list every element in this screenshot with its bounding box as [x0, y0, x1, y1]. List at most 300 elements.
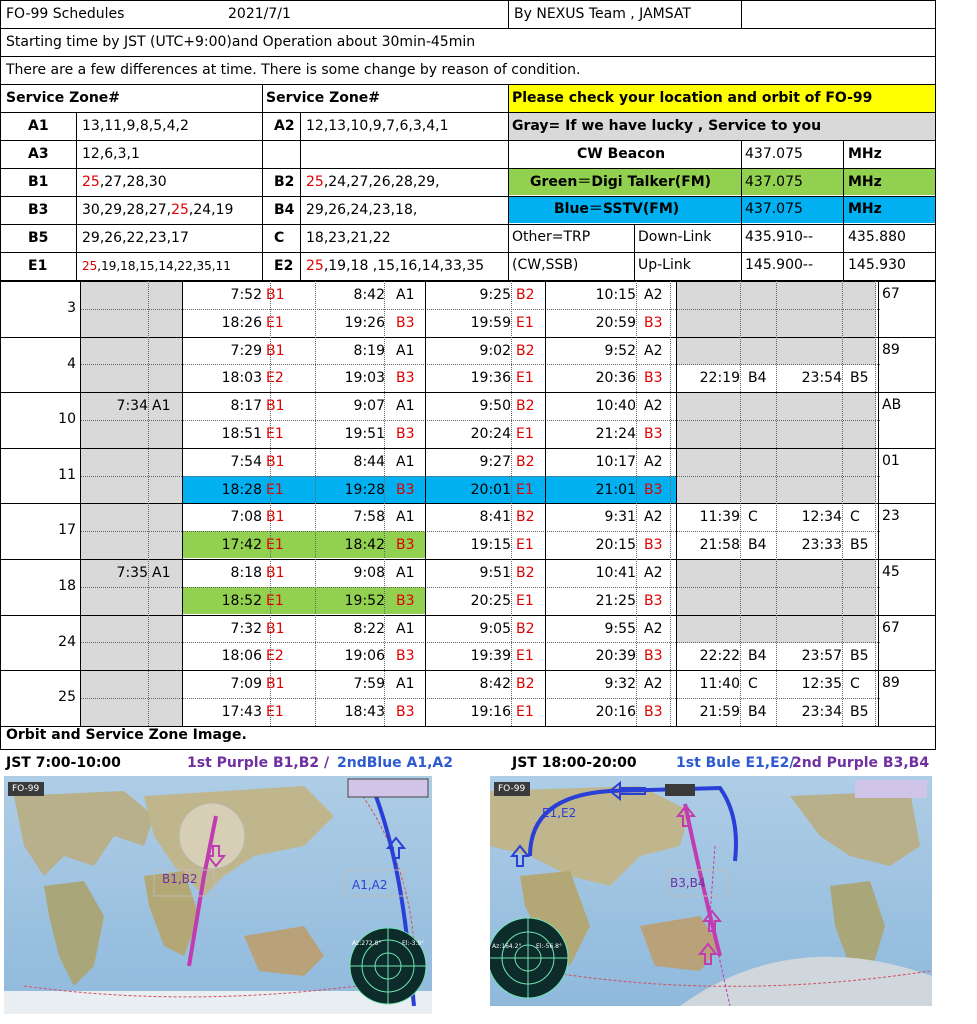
pass-zone: B3 [396, 370, 415, 387]
pass-zone: B3 [396, 426, 415, 442]
pass-zone: A2 [644, 509, 663, 526]
pass-time: 21:25 [595, 592, 636, 609]
day-number: 18 [58, 578, 76, 594]
grid-line [0, 112, 936, 113]
green-label: Green＝Digi Talker(FM) [530, 174, 712, 190]
green-freq: 437.075 [745, 174, 803, 190]
grid-line [80, 698, 880, 699]
row-code: 67 [882, 619, 900, 636]
pass-time: 20:24 [470, 426, 511, 442]
pass-time: 9:55 [604, 620, 636, 637]
pass-time: 19:26 [344, 314, 385, 331]
left-map-label: FO-99 [12, 784, 40, 794]
pass-time: 20:39 [595, 648, 636, 665]
pass-zone: B5 [850, 648, 869, 665]
pass-zone: E1 [266, 314, 284, 331]
pass-zone: E2 [266, 648, 284, 665]
grid-line [842, 281, 843, 726]
zone-values [306, 259, 484, 273]
pass-time: 9:52 [604, 342, 636, 359]
grid-line [0, 670, 936, 671]
grid-line [80, 476, 880, 477]
zone-value-text: ,19,18 ,15,16,14,33,35 [323, 258, 485, 274]
pass-time: 8:42 [353, 287, 385, 303]
pass-time: 7:34 [116, 398, 148, 415]
grid-line [741, 0, 742, 28]
orbit-title: Orbit and Service Zone Image. [6, 727, 247, 743]
zone-code: B5 [28, 230, 49, 246]
gray-note: Gray= If we have lucky , Service to you [512, 118, 822, 134]
pass-time: 9:02 [479, 342, 511, 359]
grid-line [0, 252, 936, 253]
grid-line [0, 749, 936, 750]
grid-line [80, 281, 81, 726]
other-label: Other=TRP [512, 229, 591, 245]
pass-zone: B3 [396, 704, 415, 720]
pass-time: 7:08 [230, 509, 262, 526]
pass-zone: E1 [516, 648, 534, 665]
pass-zone: E1 [266, 537, 284, 554]
left-time: JST 7:00-10:00 [6, 755, 121, 771]
pass-zone: E1 [516, 481, 534, 498]
grid-line [0, 503, 936, 504]
grid-line [740, 281, 741, 726]
zone-value-text: ,19,18,15,14,22,35,11 [97, 259, 231, 273]
pass-time: 11:40 [699, 676, 740, 693]
pass-time: 19:36 [470, 370, 511, 387]
pass-time: 12:35 [801, 676, 842, 693]
pass-time: 8:19 [353, 342, 385, 359]
grid-line [80, 420, 880, 421]
zone-value-text: 13,11,9,8,5,4,2 [82, 118, 189, 134]
pass-time: 20:16 [595, 704, 636, 720]
grid-line [0, 448, 936, 449]
pass-time: 19:52 [344, 592, 385, 609]
grid-line [0, 281, 936, 282]
pass-time: 18:28 [221, 481, 262, 498]
row-code: 89 [882, 341, 900, 358]
pass-time: 9:50 [479, 398, 511, 415]
grid-line [843, 140, 844, 281]
pass-time: 19:15 [470, 537, 511, 554]
pass-time: 20:15 [595, 537, 636, 554]
pass-zone: B3 [644, 592, 663, 609]
pass-time: 17:42 [221, 537, 262, 554]
grid-line [0, 28, 936, 29]
pass-time: 21:01 [595, 481, 636, 498]
right-el: El:-56.8° [536, 943, 563, 950]
day-number: 11 [58, 466, 76, 483]
left-az: Az:272.8° [352, 940, 382, 947]
pass-zone: B2 [516, 676, 535, 693]
grid-line [80, 309, 880, 310]
zone-code: A1 [28, 118, 49, 134]
pass-zone: A1 [396, 565, 415, 581]
pass-zone: B2 [516, 287, 535, 303]
grid-line [80, 587, 880, 588]
grid-line [508, 84, 509, 281]
zone-values [82, 260, 231, 272]
pass-zone: B3 [644, 481, 663, 498]
pass-time: 8:17 [230, 398, 262, 415]
doc-title: FO-99 Schedules [6, 6, 125, 22]
zone-values [306, 231, 391, 245]
pass-time: 23:54 [801, 370, 842, 387]
zone-values [82, 175, 167, 189]
pass-zone: E1 [266, 426, 284, 442]
grid-line [76, 112, 77, 281]
pass-time: 9:31 [604, 509, 636, 526]
pass-zone: A2 [644, 676, 663, 693]
pass-time: 22:22 [699, 648, 740, 665]
row-code: 23 [882, 508, 900, 525]
zone-values [82, 147, 140, 161]
row-code: AB [882, 397, 902, 414]
pass-time: 20:59 [595, 314, 636, 331]
grid-line [384, 281, 385, 726]
zone-value-red: 25 [171, 202, 189, 218]
pass-time: 8:44 [353, 453, 385, 470]
row-code: 89 [882, 675, 900, 692]
pass-time: 11:39 [699, 509, 740, 526]
pass-zone: B2 [516, 509, 535, 526]
zone-value-text: ,24,19 [188, 202, 234, 218]
pass-time: 7:29 [230, 342, 262, 359]
pass-zone: B4 [748, 537, 767, 554]
right-map-label: FO-99 [498, 784, 526, 794]
pass-time: 19:03 [344, 370, 385, 387]
right-orbit-map [490, 776, 932, 1006]
pass-time: 10:15 [595, 287, 636, 303]
grid-line [80, 364, 880, 365]
zone-code: E1 [28, 258, 48, 274]
pass-zone: E1 [516, 704, 534, 720]
pass-time: 8:41 [479, 509, 511, 526]
pass-zone: B3 [396, 481, 415, 498]
pass-zone: A1 [152, 398, 171, 415]
pass-time: 21:59 [699, 704, 740, 720]
pass-zone: A1 [396, 453, 415, 470]
up-link-freq1: 145.900-- [745, 257, 813, 273]
grid-line [182, 281, 183, 726]
pass-zone: B3 [644, 314, 663, 331]
pass-zone: E1 [516, 537, 534, 554]
pass-zone: C [850, 509, 860, 526]
doc-team: By NEXUS Team , JAMSAT [514, 6, 691, 22]
day-number: 4 [67, 355, 76, 372]
pass-time: 23:57 [801, 648, 842, 665]
right-time: JST 18:00-20:00 [512, 755, 637, 771]
grid-line [0, 84, 936, 85]
pass-zone: B3 [396, 314, 415, 331]
pass-zone: B1 [266, 620, 285, 637]
pass-time: 18:42 [344, 537, 385, 554]
zone-values [306, 203, 417, 217]
pass-zone: A2 [644, 398, 663, 415]
pass-zone: A2 [644, 342, 663, 359]
pass-zone: E1 [516, 592, 534, 609]
pass-time: 12:34 [801, 509, 842, 526]
zone-value-text: 12,13,10,9,7,6,3,4,1 [306, 118, 449, 134]
pass-zone: E1 [516, 314, 534, 331]
grid-line [80, 642, 880, 643]
pass-zone: B1 [266, 509, 285, 526]
zone-value-text: 29,26,24,23,18, [306, 202, 418, 218]
pass-zone: B2 [516, 565, 535, 581]
up-link-label: Up-Link [638, 257, 691, 273]
row-code: 01 [882, 452, 900, 469]
grid-line [0, 392, 936, 393]
down-link-freq1: 435.910-- [745, 229, 813, 245]
pass-time: 19:51 [344, 426, 385, 442]
pass-zone: B3 [644, 648, 663, 665]
grid-line [0, 168, 936, 169]
doc-date: 2021/7/1 [228, 6, 291, 22]
pass-time: 18:26 [221, 314, 262, 331]
grid-line [878, 281, 879, 726]
green-unit: MHz [848, 174, 882, 190]
pass-zone: B2 [516, 398, 535, 415]
blue-unit: MHz [848, 201, 882, 217]
pass-time: 10:17 [595, 453, 636, 470]
blue-freq: 437.075 [745, 201, 803, 217]
zone-value-text: 29,26,22,23,17 [82, 230, 189, 246]
pass-zone: E1 [266, 592, 284, 609]
right-note-blue: 1st Bule E1,E2/ [676, 755, 795, 771]
pass-time: 9:27 [479, 453, 511, 470]
zone-code: B4 [274, 202, 295, 218]
grid-line [0, 559, 936, 560]
zone-value-text: ,27,28,30 [99, 174, 167, 190]
pass-time: 9:25 [479, 287, 511, 303]
pass-zone: E1 [266, 704, 284, 720]
pass-time: 23:34 [801, 704, 842, 720]
grid-line [545, 281, 546, 726]
check-note: Please check your location and orbit of FO-99 [512, 90, 873, 106]
pass-time: 17:43 [221, 704, 262, 720]
grid-line [634, 224, 635, 281]
zone-code: B1 [28, 174, 49, 190]
zone-value-text: ,24,27,26,28,29, [323, 174, 440, 190]
zone-value-text: 12,6,3,1 [82, 146, 140, 162]
pass-zone: B2 [516, 342, 535, 359]
pass-zone: B5 [850, 370, 869, 387]
pass-zone: B3 [644, 426, 663, 442]
zone-value-red: 25 [306, 174, 324, 190]
pass-time: 22:19 [699, 370, 740, 387]
cwssb-label: (CW,SSB) [512, 257, 579, 273]
pass-zone: B5 [850, 537, 869, 554]
grid-line [511, 281, 512, 726]
pass-time: 18:03 [221, 370, 262, 387]
pass-zone: A1 [396, 398, 415, 415]
zone-values [82, 203, 233, 217]
right-az: Az:164.2° [492, 943, 522, 950]
pass-zone: C [850, 676, 860, 693]
zone-code: E2 [274, 258, 294, 274]
cw-beacon-freq: 437.075 [745, 146, 803, 162]
down-link-freq2: 435.880 [848, 229, 906, 245]
pass-time: 8:18 [230, 565, 262, 581]
pass-time: 9:05 [479, 620, 511, 637]
pass-time: 21:24 [595, 426, 636, 442]
left-note-blue: 2ndBlue A1,A2 [337, 755, 454, 771]
cw-beacon-unit: MHz [848, 146, 882, 162]
left-a-label: A1,A2 [352, 878, 388, 892]
zone-code: B3 [28, 202, 49, 218]
pass-zone: A2 [644, 453, 663, 470]
zone-values [306, 175, 440, 189]
pass-time: 8:22 [353, 620, 385, 637]
left-el: El:-3.9° [402, 940, 425, 947]
pass-time: 19:39 [470, 648, 511, 665]
row-code: 45 [882, 564, 900, 580]
right-note-purple: 2nd Purple B3,B4 [792, 755, 930, 771]
pass-zone: B1 [266, 676, 285, 693]
pass-zone: A1 [396, 509, 415, 526]
day-number: 3 [67, 300, 76, 316]
pass-time: 10:40 [595, 398, 636, 415]
pass-zone: A2 [644, 565, 663, 581]
grid-line [741, 140, 742, 281]
left-b-label: B1,B2 [162, 872, 198, 886]
pass-time: 7:32 [230, 620, 262, 637]
grid-line [0, 615, 936, 616]
pass-zone: B3 [396, 592, 415, 609]
zone-values [82, 119, 189, 133]
zone-code: C [274, 230, 285, 246]
grid-line [776, 281, 777, 726]
grid-line [0, 196, 936, 197]
pass-zone: B3 [396, 537, 415, 554]
pass-time: 18:52 [221, 592, 262, 609]
pass-time: 7:58 [353, 509, 385, 526]
zone-code: B2 [274, 174, 295, 190]
zone-code: A3 [28, 146, 49, 162]
grid-line [875, 281, 876, 726]
grid-line [262, 84, 263, 281]
pass-zone: C [748, 509, 758, 526]
pass-time: 8:42 [479, 676, 511, 693]
zone-code: A2 [274, 118, 295, 134]
grid-line [676, 281, 677, 726]
pass-time: 9:07 [353, 398, 385, 415]
pass-time: 7:59 [353, 676, 385, 693]
pass-time: 23:33 [801, 537, 842, 554]
zone-value-red: 25 [82, 259, 98, 273]
pass-zone: A1 [396, 342, 415, 359]
pass-zone: B2 [516, 620, 535, 637]
pass-time: 20:36 [595, 370, 636, 387]
service-zone-header-left: Service Zone# [6, 90, 121, 106]
zone-value-text: 18,23,21,22 [306, 230, 391, 246]
pass-zone: E2 [266, 370, 284, 387]
day-number: 10 [58, 411, 76, 428]
pass-time: 19:16 [470, 704, 511, 720]
pass-zone: B1 [266, 287, 285, 303]
right-e-label: E1,E2 [542, 806, 577, 820]
zone-value-red: 25 [82, 174, 100, 190]
pass-time: 20:25 [470, 592, 511, 609]
pass-time: 19:06 [344, 648, 385, 665]
day-number: 17 [58, 522, 76, 539]
pass-zone: B2 [516, 453, 535, 470]
pass-zone: B1 [266, 398, 285, 415]
pass-time: 19:28 [344, 481, 385, 498]
pass-zone: B3 [644, 537, 663, 554]
zone-value-red: 25 [306, 258, 324, 274]
pass-time: 20:01 [470, 481, 511, 498]
zone-values [306, 119, 449, 133]
pass-zone: A1 [396, 287, 415, 303]
pass-time: 7:52 [230, 287, 262, 303]
grid-line [270, 281, 271, 726]
grid-line [0, 337, 936, 338]
doc-line2: Starting time by JST (UTC+9:00)and Operation about 30min-45min [6, 34, 476, 50]
pass-zone: E1 [516, 370, 534, 387]
grid-line [670, 281, 671, 726]
down-link-label: Down-Link [638, 229, 712, 245]
pass-zone: B1 [266, 565, 285, 581]
pass-zone: E1 [266, 481, 284, 498]
pass-zone: B3 [396, 648, 415, 665]
world-map-icon [4, 776, 432, 1014]
doc-line3: There are a few differences at time. There is some change by reason of condition. [6, 62, 581, 78]
pass-zone: B4 [748, 648, 767, 665]
left-note-purple: 1st Purple B1,B2 / [187, 755, 330, 771]
pass-zone: A1 [396, 620, 415, 637]
pass-time: 19:59 [470, 314, 511, 331]
grid-line [80, 531, 880, 532]
pass-zone: B5 [850, 704, 869, 720]
pass-zone: B4 [748, 704, 767, 720]
service-zone-header-right: Service Zone# [266, 90, 381, 106]
pass-time: 18:06 [221, 648, 262, 665]
day-number: 24 [58, 633, 76, 650]
pass-time: 7:35 [116, 565, 148, 581]
grid-line [300, 112, 301, 281]
grid-line [315, 281, 316, 726]
grid-line [636, 281, 637, 726]
blue-label: Blue＝SSTV(FM) [554, 201, 680, 217]
pass-time: 7:54 [230, 453, 262, 470]
pass-zone: B1 [266, 453, 285, 470]
pass-time: 9:51 [479, 565, 511, 581]
up-link-freq2: 145.930 [848, 257, 906, 273]
pass-zone: A2 [644, 620, 663, 637]
pass-zone: A1 [396, 676, 415, 693]
pass-time: 18:43 [344, 704, 385, 720]
grid-line [425, 281, 426, 726]
pass-time: 9:32 [604, 676, 636, 693]
grid-line [0, 0, 936, 1]
pass-time: 18:51 [221, 426, 262, 442]
grid-line [0, 140, 936, 141]
pass-zone: E1 [516, 426, 534, 442]
pass-zone: A2 [644, 287, 663, 303]
pass-zone: B3 [644, 370, 663, 387]
pass-zone: B4 [748, 370, 767, 387]
right-b-label: B3,B4 [670, 876, 706, 890]
grid-line [148, 281, 149, 726]
grid-line [508, 0, 509, 28]
pass-time: 7:09 [230, 676, 262, 693]
left-orbit-map [4, 776, 432, 1014]
grid-line [0, 56, 936, 57]
pass-zone: C [748, 676, 758, 693]
pass-time: 9:08 [353, 565, 385, 581]
pass-zone: B3 [644, 704, 663, 720]
